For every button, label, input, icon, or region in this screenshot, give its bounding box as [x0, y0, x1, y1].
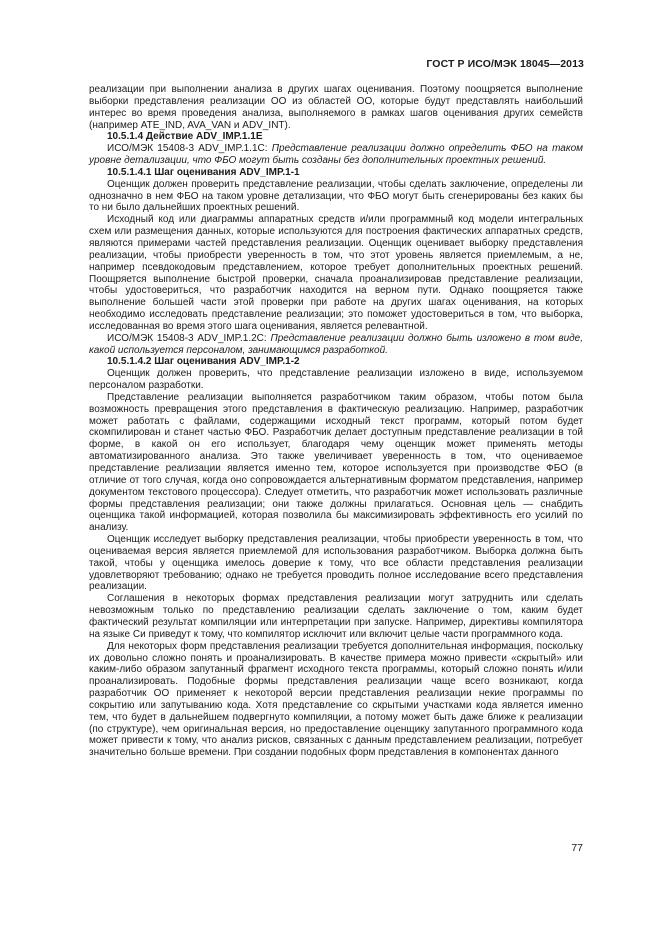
- paragraph: Оценщик исследует выборку представления реализации, чтобы приобрести уверенность в том, что оцениваемая версия является приемлемой для использования разработчиком. Выборка должна быть такой, чтобы у оценщика имелось доверие к тому, что все области представления реализации удовлетворяют требованию; однако не требуется проводить полное исследование всего представления реализации.: [89, 534, 583, 593]
- citation-reference: ИСО/МЭК 15408-3 ADV_IMP.1.1C:: [107, 143, 272, 155]
- citation-text: Представление реализации должно определить ФБО на таком уровне детализации, что ФБО могут быть созданы без дополнительных проектных решений.: [89, 143, 583, 167]
- paragraph: Исходный код или диаграммы аппаратных средств и/или программный код модели интегральных схем или размещения данных, которые используются для построения фактических аппаратных средств, являются примерами частей представления реализации. Оценщик оценивает выборку представления реализации, чтобы приобрести уверенность в том, что этот уровень является приемлемым, а не, например псевдокодовым представлением, которое требует дополнительных проектных решений. Поощряется выполнение быстрой проверки, сначала проанализировав представление реализации, чтобы удостовериться, что разработчик находится на верном пути. Однако поощряется также выполнение большей части этой проверки при работе на других шагах оценивания, на которых необходимо исследовать представление реализации; это поможет удостовериться в том, что выборка, исследованная во время этого шага оценивания, является релевантной.: [89, 214, 583, 332]
- paragraph: реализации при выполнении анализа в других шагах оценивания. Поэтому поощряется выполнение выборки представления реализации ОО из областей ОО, которые будут представлять наибольший интерес во время проведения анализа, выполняемого в рамках шагов оценивания других семейств (например ATE_IND, AVA_VAN и ADV_INT).: [89, 84, 583, 131]
- requirement-citation: [89, 143, 583, 167]
- paragraph: Оценщик должен проверить представление реализации, чтобы сделать заключение, определены ли однозначно в нем ФБО на таком уровне детализации, что ФБО могут быть сгенерированы без каких бы то ни было дальнейших проектных решений.: [89, 178, 583, 214]
- citation-text: Представление реализации должно быть изложено в том виде, какой используется персоналом, занимающимся разработкой.: [89, 332, 583, 356]
- section-heading: 10.5.1.4.1 Шаг оценивания ADV_IMP.1-1: [107, 166, 300, 178]
- paragraph: Для некоторых форм представления реализации требуется дополнительная информация, поскольку их довольно сложно понять и проанализировать. В качестве примера можно привести «скрытый» или каким-либо образом запутанный фрагмент исходного текста программы, который сложно понять и/или проанализировать. Подобные формы представления реализации чаще всего возникают, когда разработчик ОО применяет к некоторой версии представления реализации некие программы по сокрытию или запутыванию кода. Хотя представление со скрытыми участками кода является именно тем, что будет в дальнейшем подвергнуто компиляции, а потому может быть даже ближе к реализации (по структуре), чем оригинальная версия, но предоставление оценщику запутанного программного кода может привести к тому, что анализ рисков, связанных с данным представлением реализации, потребует значительно больше времени. При создании подобных форм представления в компонентах данного: [89, 640, 583, 759]
- running-header: ГОСТ Р ИСО/МЭК 18045—2013: [426, 58, 584, 70]
- section-heading: 10.5.1.4.2 Шаг оценивания ADV_IMP.1-2: [107, 356, 300, 368]
- paragraph: Оценщик должен проверить, что представление реализации изложено в виде, используемом персоналом разработки.: [89, 368, 583, 392]
- body-text: [89, 84, 583, 759]
- paragraph: Представление реализации выполняется разработчиком таким образом, чтобы потом была возможность превращения этого представления в фактическую реализацию. Например, разработчик может работать с файлами, содержащими исходный текст программ, который потом будет скомпилирован и станет частью ФБО. Разработчик делает доступным представление реализации в той форме, в какой он его использует, благодаря чему оценщик может применять методы автоматизированного анализа. Это также увеличивает уверенность в том, что оцениваемое представление реализации является именно тем, которое используется при производстве ФБО (в отличие от того случая, когда оно сопровождается альтернативным форматом представления, например документом текстового процессора). Следует отметить, что разработчик может использовать различные формы представления реализации; они также должны прилагаться. Основная цель — снабдить оценщика такой информацией, которая позволила бы максимизировать эффективность его усилий по анализу.: [89, 391, 583, 534]
- section-heading: 10.5.1.4 Действие ADV_IMP.1.1E: [107, 131, 263, 143]
- citation-reference: ИСО/МЭК 15408-3 ADV_IMP.1.2C:: [107, 332, 271, 344]
- requirement-citation: [89, 333, 583, 357]
- paragraph: Соглашения в некоторых формах представления реализации могут затруднить или сделать невозможным только по представлению реализации сделать заключение о том, каким будет фактический результат компиляции или интерпретации при запуске. Например, директивы компилятора на языке Си приведут к тому, что компилятор исключит или включит целые части программного кода.: [89, 593, 583, 640]
- page-number: 77: [571, 842, 583, 854]
